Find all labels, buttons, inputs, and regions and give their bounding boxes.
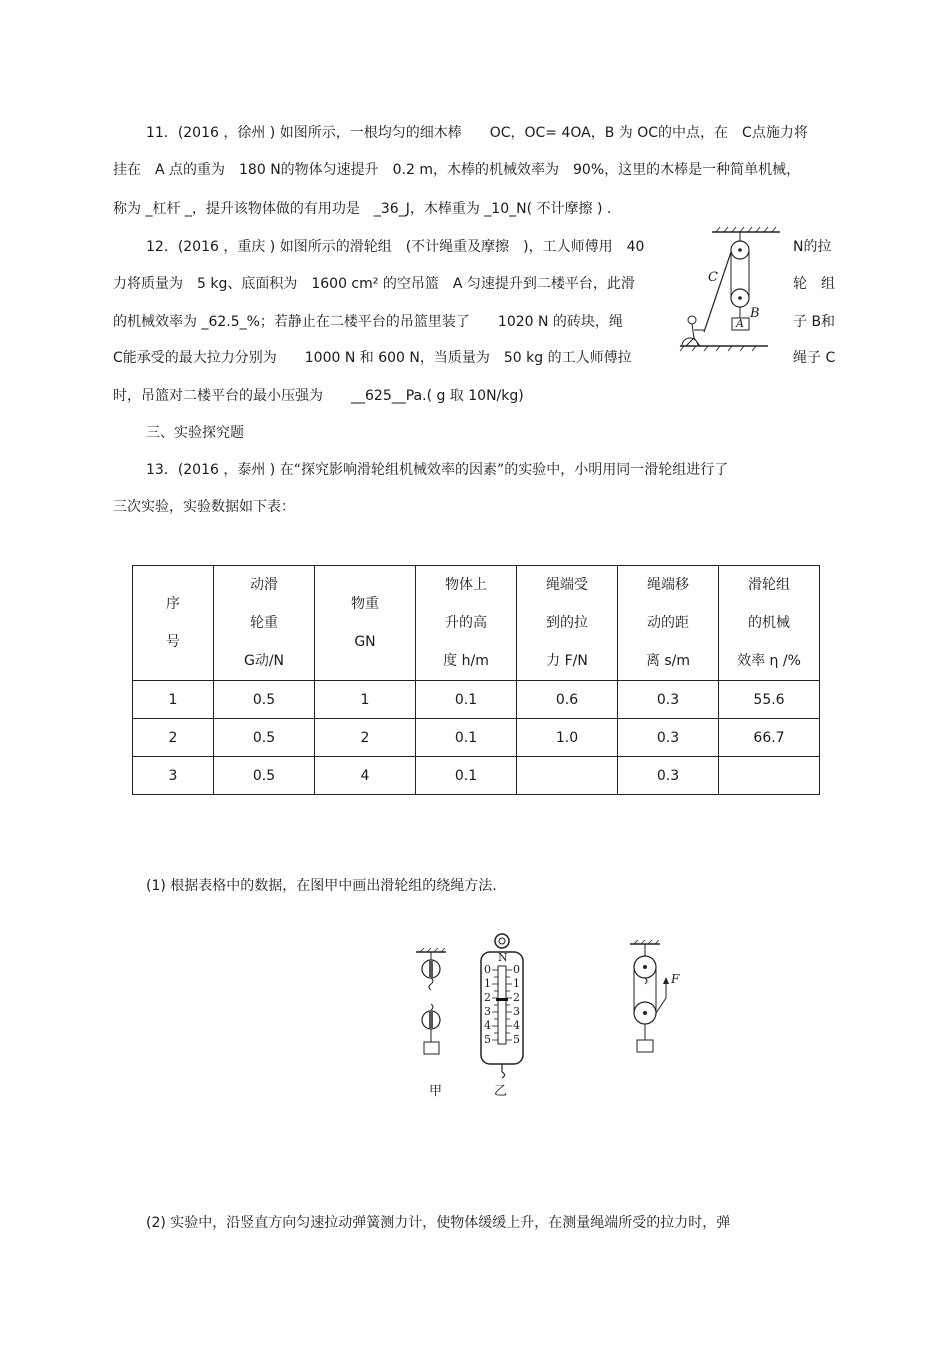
problem-12-line-4: C能承受的最大拉力分别为 1000 N 和 600 N，当质量为 50 kg 的工人师傅拉 <box>113 350 632 366</box>
header-cell-object-weight: 物重 GN <box>315 566 416 681</box>
table-cell: 1 <box>133 681 214 719</box>
table-row <box>133 681 820 719</box>
scale-tick-left: 5 <box>484 1033 491 1046</box>
table-cell: 2 <box>133 719 214 757</box>
experiment-data-table <box>132 565 820 795</box>
problem-12-right-4: 绳子 C <box>793 350 836 366</box>
force-label: F <box>671 972 680 986</box>
table-cell: 3 <box>133 757 214 795</box>
scale-tick-right: 5 <box>513 1033 520 1046</box>
table-cell: 0.5 <box>214 719 315 757</box>
table-cell: 0.3 <box>618 757 719 795</box>
header-cell-index: 序 号 <box>133 566 214 681</box>
header-cell-distance: 绳端移 动的距 离 s/m <box>618 566 719 681</box>
problem-11-line-2: 挂在 A 点的重为 180 N的物体匀速提升 0.2 m，木棒的机械效率为 90%，这里的木棒是一种简单机械， <box>113 162 801 178</box>
table-cell: 0.5 <box>214 681 315 719</box>
label-b: B <box>750 306 760 321</box>
table-cell <box>517 757 618 795</box>
table-cell: 0.1 <box>416 681 517 719</box>
scale-tick-right: 4 <box>513 1019 520 1032</box>
header-cell-force: 绳端受 到的拉 力 F/N <box>517 566 618 681</box>
problem-12-line-1: 12．(2016 ，重庆 ) 如图所示的滑轮组 (不计绳重及摩擦 )，工人师傅用 40 <box>146 239 645 255</box>
table-header-row <box>133 566 820 681</box>
question-2: (2) 实验中，沿竖直方向匀速拉动弹簧测力计，使物体缓缓上升，在测量绳端所受的拉力时，弹 <box>146 1215 731 1231</box>
scale-tick-right: 1 <box>513 977 520 990</box>
table-cell: 1.0 <box>517 719 618 757</box>
problem-12-right-2: 轮组 <box>793 276 849 292</box>
scale-tick-left: 0 <box>484 963 491 976</box>
section-heading: 三、实验探究题 <box>146 425 244 441</box>
table-cell: 0.1 <box>416 757 517 795</box>
scale-tick-right: 2 <box>513 991 520 1004</box>
label-a: A <box>736 317 744 330</box>
scale-tick-right: 0 <box>513 963 520 976</box>
scale-tick-right: 3 <box>513 1005 520 1018</box>
problem-11-line-3: 称为 _杠杆 _，提升该物体做的有用功是 _36_J，木棒重为 _10_N( 不计摩擦 ) . <box>113 201 612 217</box>
table-cell: 0.3 <box>618 681 719 719</box>
table-cell: 0.3 <box>618 719 719 757</box>
scale-tick-left: 2 <box>484 991 491 1004</box>
table-cell: 55.6 <box>719 681 820 719</box>
table-cell: 2 <box>315 719 416 757</box>
table-cell: 1 <box>315 681 416 719</box>
scale-tick-left: 4 <box>484 1019 491 1032</box>
table-row <box>133 757 820 795</box>
table-cell: 66.7 <box>719 719 820 757</box>
table-cell: 0.5 <box>214 757 315 795</box>
scale-unit-label: N <box>498 951 508 964</box>
header-cell-pulley-weight: 动滑 轮重 G动/N <box>214 566 315 681</box>
problem-11-line-1: 11．(2016 ，徐州 ) 如图所示，一根均匀的细木棒 OC，OC= 4OA，B 为 OC的中点，在 C点施力将 <box>146 125 808 141</box>
problem-12-right-3: 子 B和 <box>793 314 836 330</box>
table-cell <box>719 757 820 795</box>
problem-13-line-2: 三次实验，实验数据如下表： <box>113 499 295 515</box>
table-cell: 0.6 <box>517 681 618 719</box>
table-cell: 0.1 <box>416 719 517 757</box>
problem-12-line-3: 的机械效率为 _62.5_%；若静止在二楼平台的吊篮里装了 1020 N 的砖块，绳 <box>113 314 623 330</box>
figure-yi-caption: 乙 <box>494 1084 508 1099</box>
figure-yi-spring-scale <box>474 930 530 1080</box>
table-cell: 4 <box>315 757 416 795</box>
label-c: C <box>708 270 718 285</box>
figure-jia-caption: 甲 <box>429 1084 443 1099</box>
problem-13-line-1: 13．(2016 ，泰州 ) 在“探究影响滑轮组机械效率的因素”的实验中，小明用同一滑轮组进行了 <box>146 462 729 478</box>
scale-tick-left: 1 <box>484 977 491 990</box>
problem-12-right-1: N的拉 <box>793 239 832 255</box>
problem-12-line-2: 力将质量为 5 kg、底面积为 1600 cm² 的空吊篮 A 匀速提升到二楼平台，此滑 <box>113 276 635 292</box>
rigged-pulley-figure <box>626 940 686 1065</box>
table-row <box>133 719 820 757</box>
pulley-basket-figure <box>676 226 786 354</box>
header-cell-efficiency: 滑轮组 的机械 效率 η /% <box>719 566 820 681</box>
problem-12-line-5: 时，吊篮对二楼平台的最小压强为 __625__Pa.( g 取 10N/kg) <box>113 388 524 404</box>
question-1: (1) 根据表格中的数据，在图甲中画出滑轮组的绕绳方法. <box>146 878 497 894</box>
header-cell-height: 物体上 升的高 度 h/m <box>416 566 517 681</box>
scale-tick-left: 3 <box>484 1005 491 1018</box>
figure-jia-pulleys <box>412 948 452 1068</box>
